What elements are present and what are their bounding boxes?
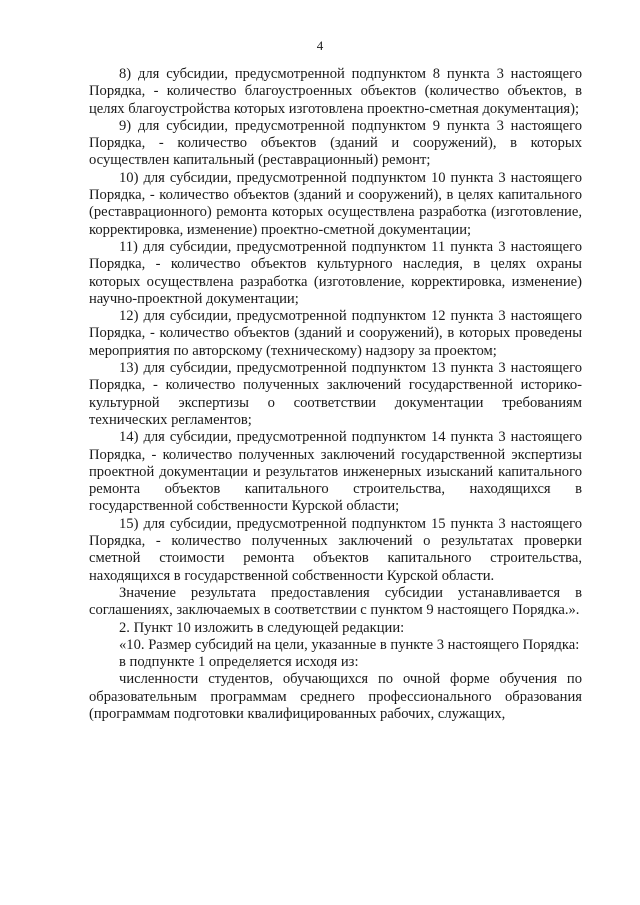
paragraph-item-12: 12) для субсидии, предусмотренной подпунктом 12 пункта 3 настоящего Порядка, - количество объектов (зданий и сооружений), в которых проведены мероприятия по авторскому (техническому) надзору за проектом;	[89, 308, 582, 359]
paragraph-amendment-2: 2. Пункт 10 изложить в следующей редакции:	[119, 619, 405, 636]
paragraph-point-10-intro: «10. Размер субсидий на цели, указанные в пункте 3 настоящего Порядка:	[119, 636, 580, 653]
paragraph-item-15: 15) для субсидии, предусмотренной подпунктом 15 пункта 3 настоящего Порядка, - количество полученных заключений о результатах проверки сметной стоимости ремонта объектов капитального строительства, находящихся в государственной собственности Курской области.	[89, 515, 582, 584]
paragraph-result-value: Значение результата предоставления субсидии устанавливается в соглашениях, заключаемых в соответствии с пунктом 9 настоящего Порядка.».	[89, 584, 582, 619]
paragraph-subpoint-1: в подпункте 1 определяется исходя из:	[119, 654, 359, 671]
paragraph-item-14: 14) для субсидии, предусмотренной подпунктом 14 пункта 3 настоящего Порядка, - количество полученных заключений государственной экспертизы проектной документации и результатов инженерных изысканий капитального ремонта объектов капитального строительства, находящихся в государственной собственности Курской области;	[89, 429, 582, 515]
paragraph-item-11: 11) для субсидии, предусмотренной подпунктом 11 пункта 3 настоящего Порядка, - количество объектов культурного наследия, в целях охраны которых осуществлена разработка (изготовление, корректировка, изменение) научно-проектной документации;	[89, 238, 582, 307]
paragraph-item-13: 13) для субсидии, предусмотренной подпунктом 13 пункта 3 настоящего Порядка, - количество полученных заключений государственной историко-культурной экспертизы о соответствии документации требованиям технических регламентов;	[89, 360, 582, 428]
paragraph-item-10: 10) для субсидии, предусмотренной подпунктом 10 пункта 3 настоящего Порядка, - количество объектов (зданий и сооружений), в целях капитального (реставрационного) ремонта которых осуществлена разработка (изготовление, корректировка, изменение) проектно-сметной документации;	[89, 169, 582, 238]
page-number: 4	[316, 38, 324, 53]
document-body	[89, 66, 582, 723]
paragraph-item-8: 8) для субсидии, предусмотренной подпунктом 8 пункта 3 настоящего Порядка, - количество благоустроенных объектов (количество объектов, в целях благоустройства которых изготовлена проектно-сметная документация);	[89, 66, 582, 117]
paragraph-student-count: численности студентов, обучающихся по очной форме обучения по образовательным программам среднего профессионального образования (программам подготовки квалифицированных рабочих, служащих,	[89, 671, 582, 722]
paragraph-item-9: 9) для субсидии, предусмотренной подпунктом 9 пункта 3 настоящего Порядка, - количество объектов (зданий и сооружений), в которых осуществлен капитальный (реставрационный) ремонт;	[89, 117, 582, 169]
